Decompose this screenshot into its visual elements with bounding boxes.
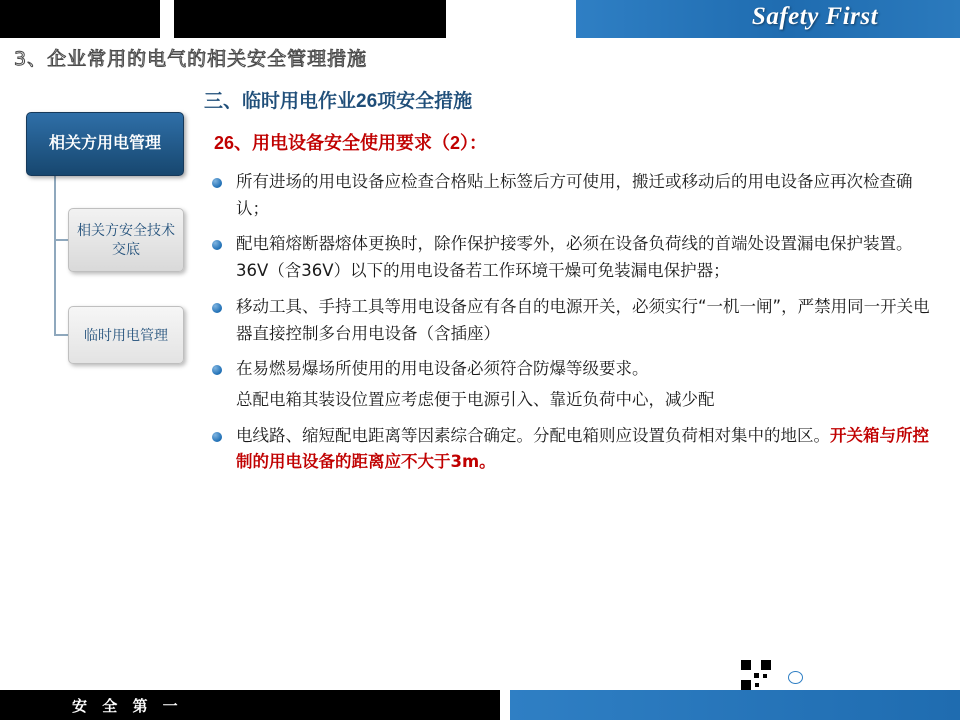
bullet-dot-icon: [212, 303, 222, 313]
list-item-text: 在易燃易爆场所使用的用电设备必须符合防爆等级要求。: [236, 359, 649, 379]
list-item: [200, 294, 944, 347]
banner-black-segment-left: [0, 0, 160, 38]
qr-code-icon: [740, 659, 772, 691]
content-title: 三、临时用电作业26项安全措施: [204, 91, 473, 112]
wechat-icon: [780, 666, 802, 684]
banner-black-segment-mid: [174, 0, 446, 38]
list-item-text: 电线路、缩短配电距离等因素综合确定。分配电箱则应设置负荷相对集中的地区。: [236, 425, 830, 445]
section-heading: 3、企业常用的电气的相关安全管理措施: [14, 48, 368, 70]
footer-blue-segment: [510, 690, 960, 720]
top-banner: [0, 0, 960, 38]
content-area: [200, 86, 944, 485]
bullet-dot-icon: [212, 178, 222, 188]
list-item: [200, 356, 944, 383]
flow-connector-h2: [54, 334, 68, 336]
account-name: 每日安全生产: [809, 666, 900, 685]
flow-diagram: [18, 112, 208, 392]
content-subtitle: 26、用电设备安全使用要求（2）：: [214, 133, 488, 153]
flow-connector-vertical: [54, 176, 56, 336]
flow-node-sub2[interactable]: 临时用电管理: [68, 306, 184, 364]
footer-bar: [0, 690, 960, 720]
list-item-text: 移动工具、手持工具等用电设备应有各自的电源开关，必须实行“一机一闸”，严禁用同一开关电器直接控制多台用电设备（含插座）: [236, 296, 930, 343]
list-item: [200, 423, 944, 476]
list-item-text: 配电箱熔断器熔体更换时，除作保护接零外，必须在设备负荷线的首端处设置漏电保护装置。36V（含36V）以下的用电设备若工作环境干燥可免装漏电保护器；: [236, 234, 913, 281]
bullet-dot-icon: [212, 432, 222, 442]
flow-node-primary[interactable]: 相关方用电管理: [26, 112, 184, 176]
list-item: [200, 169, 944, 222]
list-item: [200, 231, 944, 284]
highlight-text: 开关箱与所控制的用电设备的距离应不大于3m。: [236, 425, 929, 472]
banner-title: Safety First: [751, 3, 879, 30]
footer-text: 安 全 第 一: [72, 697, 183, 715]
bullet-list: [200, 169, 944, 476]
continuation-line: 总配电箱其装设位置应考虑便于电源引入、靠近负荷中心，减少配: [236, 390, 715, 410]
banner-gap-2: [446, 0, 576, 38]
wechat-account-badge: [740, 658, 950, 692]
flow-connector-h1: [54, 239, 68, 241]
flow-node-sub1[interactable]: 相关方安全技术交底: [68, 208, 184, 272]
list-item-text: 所有进场的用电设备应检查合格贴上标签后方可使用，搬迁或移动后的用电设备应再次检查确认；: [236, 172, 913, 218]
banner-gap-1: [160, 0, 174, 38]
footer-gap: [500, 690, 510, 720]
bullet-dot-icon: [212, 365, 222, 375]
bullet-dot-icon: [212, 240, 222, 250]
